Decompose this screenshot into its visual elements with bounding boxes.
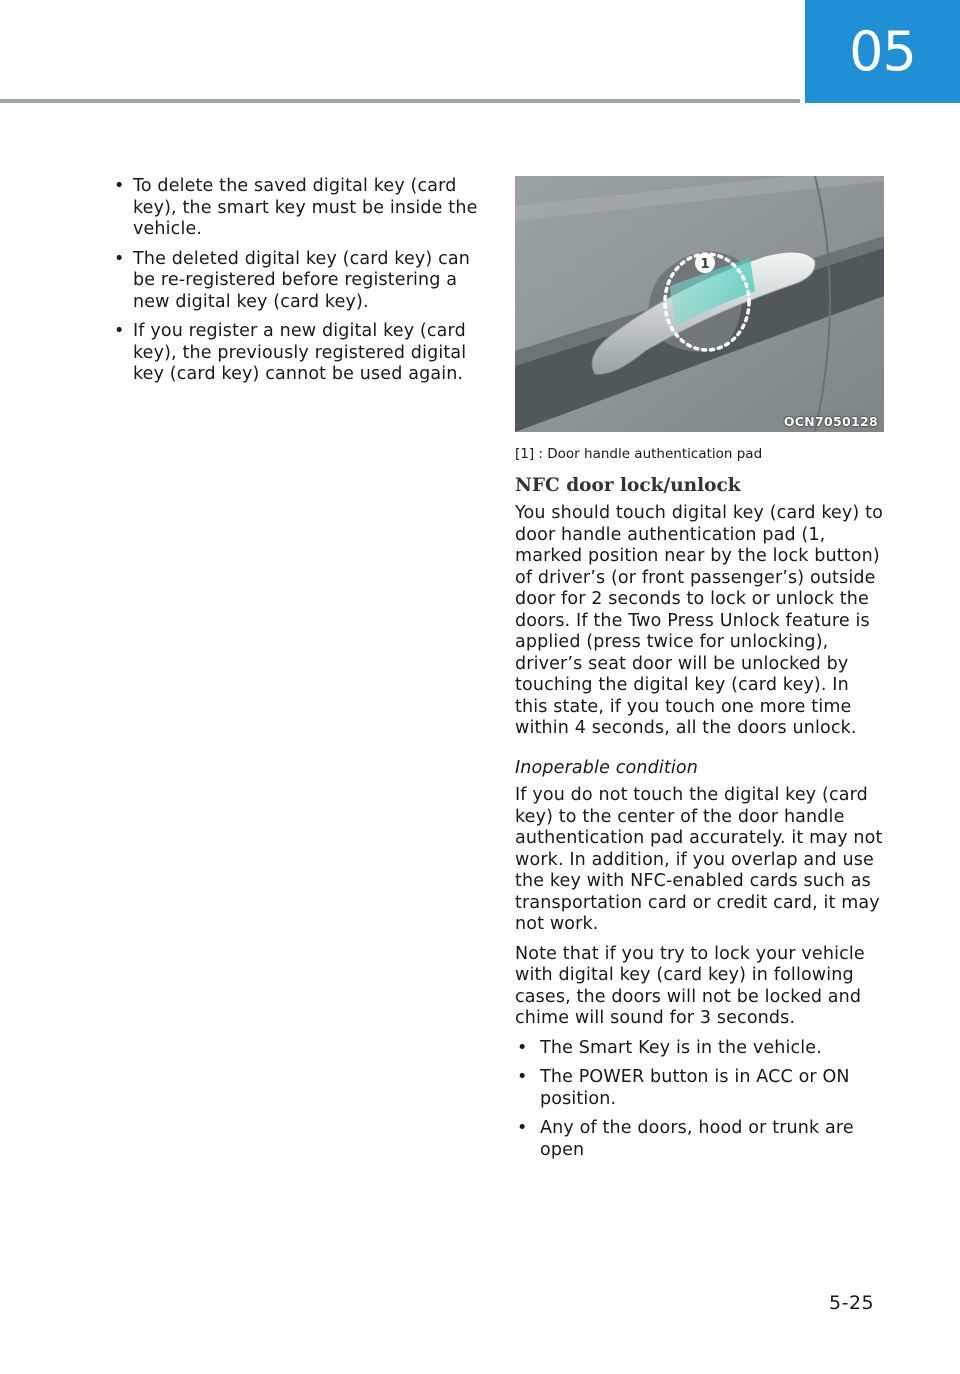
list-item xyxy=(515,1118,885,1161)
chapter-number: 05 xyxy=(849,20,916,83)
list-item xyxy=(106,176,478,241)
door-handle-illustration xyxy=(515,176,884,432)
page-number: 5-25 xyxy=(829,1292,875,1314)
bullet-list xyxy=(106,176,478,386)
list-item-text: If you register a new digital key (card key), the previously registered digital key (card key) cannot be used again. xyxy=(133,321,467,384)
right-column xyxy=(515,176,885,1169)
list-item-text: Any of the doors, hood or trunk are open xyxy=(540,1118,854,1160)
door-handle-figure xyxy=(515,176,884,432)
bullet-icon: • xyxy=(114,176,125,196)
list-item xyxy=(106,249,478,314)
list-item-text: The deleted digital key (card key) can be re-registered before registering a new digital key (card key). xyxy=(133,248,470,312)
list-item-text: To delete the saved digital key (card key), the smart key must be inside the vehicle. xyxy=(133,176,478,239)
chapter-tab xyxy=(805,0,960,103)
list-item xyxy=(515,1067,885,1110)
bullet-icon: • xyxy=(517,1037,528,1058)
body-paragraph: You should touch digital key (card key) to door handle authentication pad (1, marked position near by the lock button) of driver’s (or front passenger’s) outside door for 2 seconds to lock or unlock the doors. If the Two Press Unlock feature is applied (press twice for unlocking), driver’s seat door will be unlocked by touching the digital key (card key). In this state, if you touch one more time within 4 seconds, all the doors unlock. xyxy=(515,503,883,738)
list-item xyxy=(106,321,478,386)
callout-number: 1 xyxy=(700,257,710,272)
subheading: Inoperable condition xyxy=(515,757,698,778)
left-column xyxy=(106,176,478,394)
bullet-icon: • xyxy=(517,1118,528,1138)
bullet-icon: • xyxy=(517,1067,528,1087)
bullet-list xyxy=(515,1038,885,1162)
figure-caption: [1] : Door handle authentication pad xyxy=(515,446,763,462)
body-paragraph: If you do not touch the digital key (card key) to the center of the door handle authentication pad accurately. it may not work. In addition, if you overlap and use the key with NFC-enabled cards such as transportation card or credit card, it may not work. xyxy=(515,785,883,934)
list-item-text: The POWER button is in ACC or ON position. xyxy=(540,1067,850,1109)
body-paragraph: Note that if you try to lock your vehicle with digital key (card key) in following cases, the doors will not be locked and chime will sound for 3 seconds. xyxy=(515,943,865,1028)
section-title: NFC door lock/unlock xyxy=(515,475,741,496)
bullet-icon: • xyxy=(114,248,125,269)
list-item xyxy=(515,1038,885,1060)
header-divider xyxy=(0,99,800,103)
list-item-text: The Smart Key is in the vehicle. xyxy=(540,1037,822,1058)
bullet-icon: • xyxy=(114,321,125,341)
figure-code: OCN7050128 xyxy=(783,414,878,429)
